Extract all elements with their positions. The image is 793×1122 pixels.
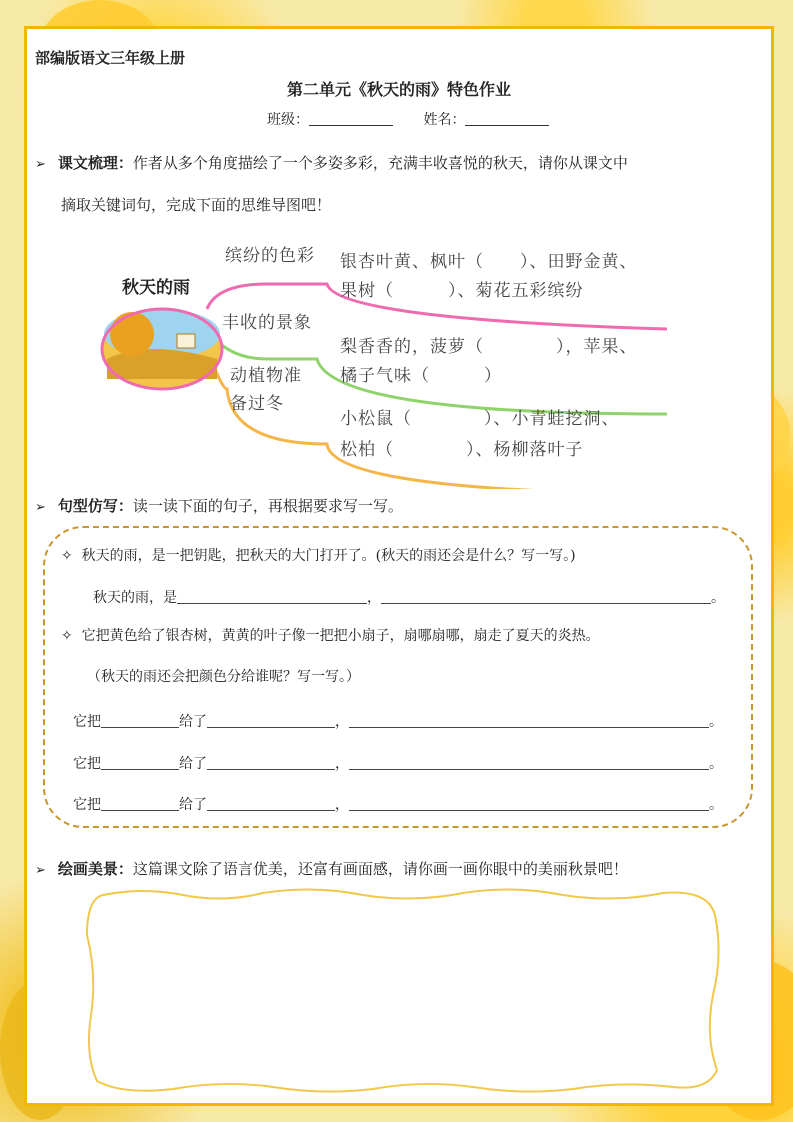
row-prefix: 它把 — [73, 797, 101, 813]
branch-1-text-1: 银杏叶黄、枫叶（ ）、田野金黄、 — [340, 252, 638, 272]
comma: ， — [335, 797, 349, 813]
item-2-text: 它把黄色给了银杏树，黄黄的叶子像一把把小扇子，扇哪扇哪，扇走了夏天的炎热。 — [81, 628, 600, 644]
row-blank-object[interactable] — [207, 755, 335, 770]
branch-2-text-1: 梨香香的，菠萝（ ），苹果、 — [340, 337, 638, 357]
section-1-heading: 课文梳理： — [57, 154, 133, 172]
branch-1-text-2: 果树（ ）、菊花五彩缤纷 — [340, 281, 584, 301]
branch-1-label: 缤纷的色彩 — [225, 246, 315, 266]
branch-3-text-1: 小松鼠（ ）、小青蛙挖洞、 — [340, 409, 620, 429]
comma: ， — [367, 590, 381, 606]
branch-2-text-2: 橘子气味（ ） — [340, 366, 502, 386]
row-prefix: 它把 — [73, 714, 101, 730]
item-1-prefix: 秋天的雨，是 — [93, 590, 177, 606]
class-blank[interactable] — [309, 111, 393, 126]
student-info — [267, 109, 575, 129]
period: 。 — [709, 756, 723, 772]
item-1-blank-1[interactable] — [177, 589, 367, 604]
section-2-text: 读一读下面的句子，再根据要求写一写。 — [132, 497, 403, 515]
section-1-line2: 摘取关键词句，完成下面的思维导图吧！ — [61, 196, 332, 214]
item-1-blank-2[interactable] — [381, 589, 711, 604]
row-blank-description[interactable] — [349, 796, 709, 811]
item-1 — [61, 545, 576, 565]
bullet-icon: ➢ — [35, 157, 46, 172]
fill-row — [73, 753, 723, 773]
row-blank-object[interactable] — [207, 713, 335, 728]
branch-3-label-2: 备过冬 — [230, 394, 284, 414]
row-blank-color[interactable] — [101, 713, 179, 728]
item-1-fill-row — [93, 587, 725, 607]
row-mid: 给了 — [179, 714, 207, 730]
page-title: 第二单元《秋天的雨》特色作业 — [286, 80, 511, 99]
drawing-frame[interactable] — [83, 885, 723, 1095]
comma: ， — [335, 714, 349, 730]
row-blank-description[interactable] — [349, 755, 709, 770]
row-blank-color[interactable] — [101, 796, 179, 811]
section-3-heading: 绘画美景： — [57, 860, 133, 878]
fill-row — [73, 794, 723, 814]
period: 。 — [709, 714, 723, 730]
bullet-icon: ➢ — [35, 500, 46, 515]
row-prefix: 它把 — [73, 756, 101, 772]
section-1-line1 — [35, 153, 628, 175]
section-3-heading-line — [35, 859, 628, 881]
name-blank[interactable] — [465, 111, 549, 126]
class-label: 班级： — [267, 112, 309, 128]
row-blank-object[interactable] — [207, 796, 335, 811]
diamond-icon: ✧ — [61, 548, 73, 564]
branch-2-label: 丰收的景象 — [222, 313, 312, 333]
row-blank-description[interactable] — [349, 713, 709, 728]
row-mid: 给了 — [179, 797, 207, 813]
section-2-heading-line — [35, 496, 403, 518]
bullet-icon: ➢ — [35, 863, 46, 878]
item-2-note: （秋天的雨还会把颜色分给谁呢？写一写。） — [87, 669, 360, 685]
item-2 — [61, 625, 600, 645]
fill-row — [73, 711, 723, 731]
section-2-heading: 句型仿写： — [57, 497, 133, 515]
worksheet — [24, 26, 774, 1106]
row-blank-color[interactable] — [101, 755, 179, 770]
mind-map-center: 秋天的雨 — [122, 278, 190, 298]
comma: ， — [335, 756, 349, 772]
period: 。 — [711, 590, 725, 606]
period: 。 — [709, 797, 723, 813]
diamond-icon: ✧ — [61, 628, 73, 644]
branch-3-label-1: 动植物准 — [230, 366, 302, 386]
branch-3-text-2: 松柏（ ）、杨柳落叶子 — [340, 440, 584, 460]
item-1-text: 秋天的雨，是一把钥匙，把秋天的大门打开了。(秋天的雨还会是什么？写一写。) — [81, 548, 576, 564]
section-1-text: 作者从多个角度描绘了一个多姿多彩，充满丰收喜悦的秋天，请你从课文中 — [132, 154, 628, 172]
grade-label: 部编版语文三年级上册 — [35, 49, 186, 67]
name-label: 姓名： — [423, 112, 466, 128]
row-mid: 给了 — [179, 756, 207, 772]
section-3-text: 这篇课文除了语言优美，还富有画面感，请你画一画你眼中的美丽秋景吧！ — [132, 860, 628, 878]
